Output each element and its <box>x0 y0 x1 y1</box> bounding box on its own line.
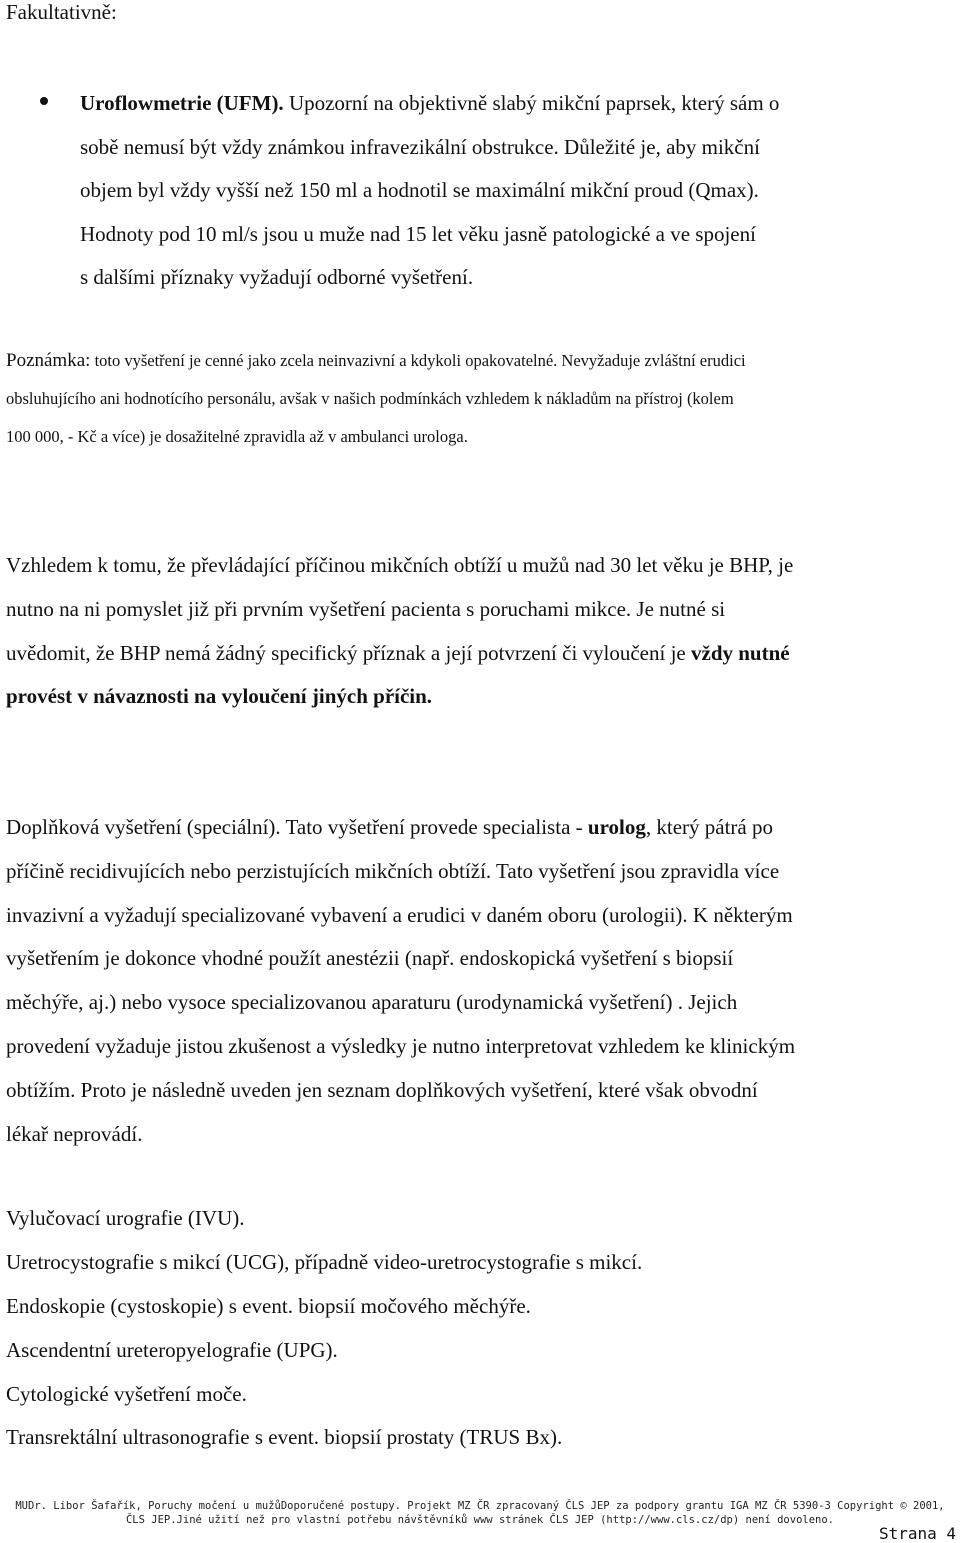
paragraph-line: lékař neprovádí. <box>6 1121 143 1146</box>
bullet-line: s dalšími příznaky vyžadují odborné vyšetření. <box>80 265 474 289</box>
exam-item: Ascendentní ureteropyelografie (UPG). <box>6 1337 338 1362</box>
exam-item: Transrektální ultrasonografie s event. biopsií prostaty (TRUS Bx). <box>6 1425 563 1450</box>
exam-item: Cytologické vyšetření moče. <box>6 1381 247 1406</box>
uroflowmetry-term: Uroflowmetrie (UFM). <box>80 91 284 115</box>
paragraph-line: příčině recidivujících nebo perzistujících mikčních obtíží. Tato vyšetření jsou zpravidla více <box>6 858 780 883</box>
note-paragraph <box>6 342 956 456</box>
exam-item: Vylučovací urografie (IVU). <box>6 1206 245 1230</box>
section-heading: Fakultativně: <box>6 0 117 24</box>
note-line: 100 000, - Kč a více) je dosažitelné zpravidla až v ambulanci urologa. <box>6 427 468 446</box>
exam-item: Uretrocystografie s mikcí (UCG), případně video-uretrocystografie s mikcí. <box>6 1249 643 1274</box>
note-line: Poznámka: toto vyšetření je cenné jako zcela neinvazivní a kdykoli opakovatelné. Nevyžaduje zvláštní erudici <box>6 350 746 371</box>
paragraph-line: Vzhledem k tomu, že převládající příčinou mikčních obtíží u mužů nad 30 let věku je BHP, je <box>6 553 794 577</box>
emphasis: vždy nutné <box>691 640 790 665</box>
exam-list <box>6 1197 956 1460</box>
paragraph-line: Doplňková vyšetření (speciální). Tato vyšetření provede specialista - urolog, který pátrá po <box>6 815 773 839</box>
paragraph-line: uvědomit, že BHP nemá žádný specifický příznak a její potvrzení či vyloučení je vždy nutné <box>6 640 790 665</box>
paragraph-line <box>6 675 956 719</box>
bhp-paragraph <box>6 544 956 719</box>
note-label: Poznámka: <box>6 350 91 371</box>
special-exams-paragraph <box>6 806 956 1156</box>
emphasis: provést v návaznosti na vyloučení jiných příčin. <box>6 684 433 709</box>
paragraph-line: vyšetřením je dokonce vhodné použít anestézii (např. endoskopická vyšetření s biopsií <box>6 946 734 971</box>
bullet-line: sobě nemusí být vždy známkou infravezikální obstrukce. Důležité je, aby mikční <box>80 134 760 159</box>
bullet-line: Hodnoty pod 10 ml/s jsou u muže nad 15 let věku jasně patologické a ve spojení <box>80 221 756 246</box>
exam-item: Endoskopie (cystoskopie) s event. biopsií močového měchýře. <box>6 1293 531 1318</box>
footer-copyright: MUDr. Libor Šafařík, Poruchy močení u mužůDoporučené postupy. Projekt MZ ČR zpracovaný ČLS JEP za podpory grantu IGA MZ ČR 5390-3 Copyright © 2001, <box>15 1500 945 1512</box>
note-line: obsluhujícího ani hodnotícího personálu, avšak v našich podmínkách vzhledem k nákladům na přístroj (kolem <box>6 389 734 408</box>
paragraph-line: provedení vyžaduje jistou zkušenost a výsledky je nutno interpretovat vzhledem ke klinickým <box>6 1033 796 1058</box>
paragraph-line: obtížím. Proto je následně uveden jen seznam doplňkových vyšetření, které však obvodní <box>6 1077 758 1102</box>
bullet-line: objem byl vždy vyšší než 150 ml a hodnotil se maximální mikční proud (Qmax). <box>80 178 759 202</box>
page-footer <box>0 1499 960 1527</box>
paragraph-line: měchýře, aj.) nebo vysoce specializovanou aparaturu (urodynamická vyšetření) . Jejich <box>6 990 738 1015</box>
bullet-line: Uroflowmetrie (UFM). Upozorní na objektivně slabý mikční paprsek, který sám o <box>80 91 780 115</box>
paragraph-line: nutno na ni pomyslet již při prvním vyšetření pacienta s poruchami mikce. Je nutné si <box>6 596 726 621</box>
footer-notice: ČLS JEP.Jiné užití než pro vlastní potřebu návštěvníků www stránek ČLS JEP (http://www.cls.cz/dp) není dovoleno. <box>125 1514 834 1526</box>
bullet-icon <box>40 97 48 105</box>
paragraph-line: invazivní a vyžadují specializované vybavení a erudici v daném oboru (urologii). K některým <box>6 902 793 927</box>
uroflowmetry-bullet <box>80 82 940 300</box>
urolog-emphasis: urolog <box>587 815 646 839</box>
page-number: Strana 4 <box>878 1524 956 1543</box>
